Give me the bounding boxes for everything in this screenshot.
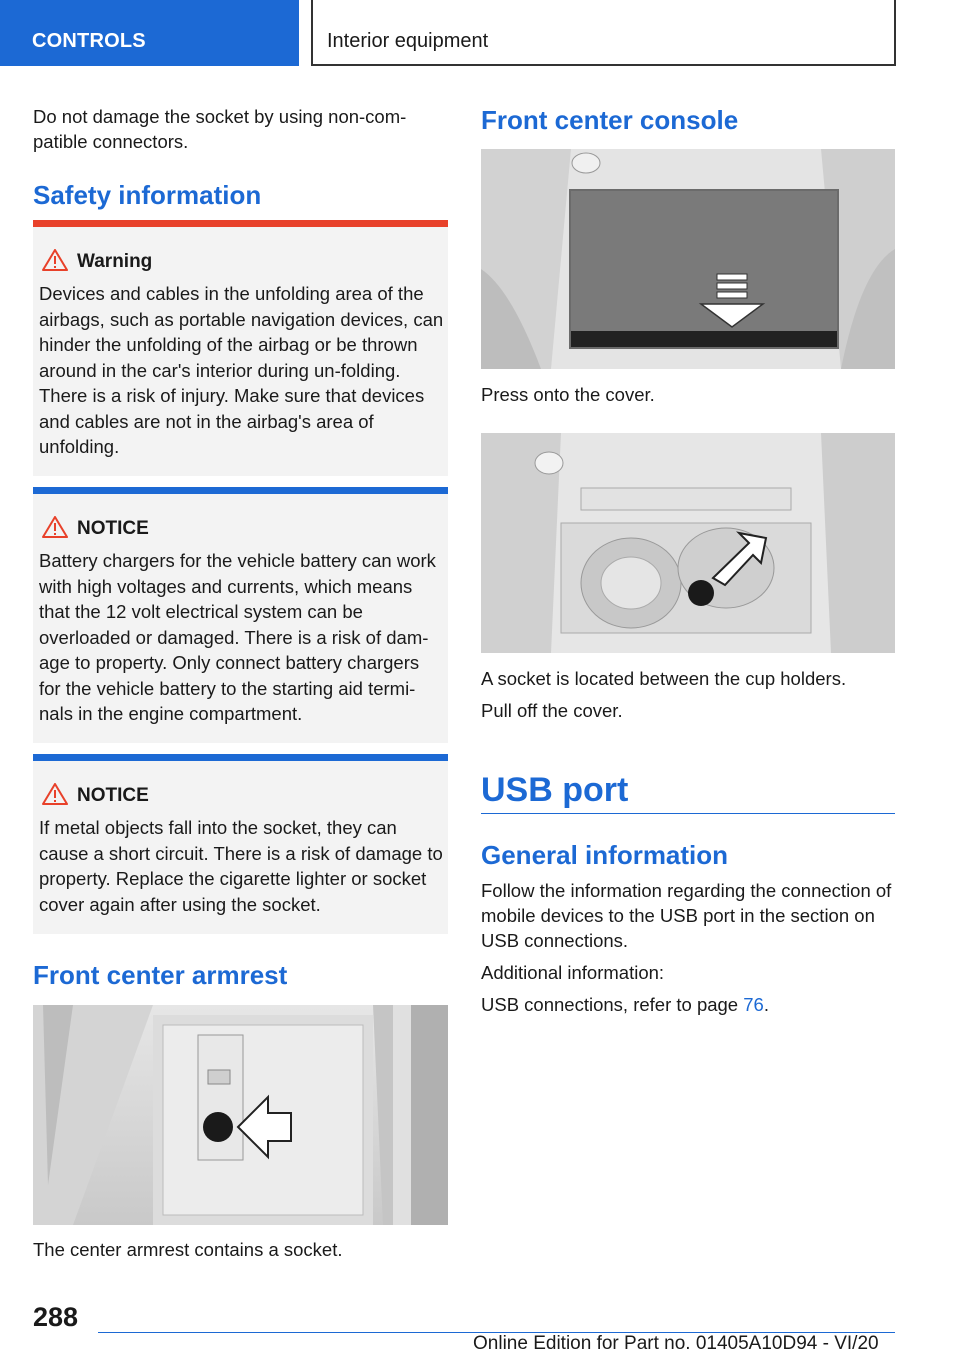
- warning-title: Warning: [77, 251, 153, 272]
- section-label: CONTROLS: [32, 30, 146, 52]
- safety-heading: Safety information: [33, 180, 262, 210]
- armrest-photo: [33, 1005, 448, 1225]
- notice-box-metal: [33, 754, 448, 934]
- chapter-label: Interior equipment: [327, 30, 489, 52]
- console-caption-press: Press onto the cover.: [481, 384, 655, 405]
- usb-reference-suffix: .: [763, 994, 769, 1015]
- notice-text: If metal objects fall into the socket, they can cause a short circuit. There is a risk of damage to property. Replace the cigarette lighter or socket cover again after using the socket.: [39, 817, 443, 915]
- page-number: 288: [33, 1302, 79, 1332]
- usb-page-link[interactable]: 76: [743, 994, 764, 1015]
- usb-reference: [481, 992, 769, 1017]
- chapter-box: [311, 0, 896, 66]
- notice-title: NOTICE: [77, 785, 149, 806]
- intro-text: Do not damage the socket by using non-com‐ patible connectors.: [33, 106, 407, 152]
- notice-title: NOTICE: [77, 518, 149, 539]
- notice-triangle-icon: [42, 783, 68, 805]
- usb-reference-text: USB connections, refer to page: [481, 994, 744, 1015]
- usb-heading-rule: [481, 813, 895, 814]
- armrest-heading: Front center armrest: [33, 960, 288, 990]
- warning-text: Devices and cables in the unfolding area of the airbags, such as portable navigation devices, can hinder the unfolding of the airbag or be thrown around in the car's interior during un‐folding. There is a risk of injury. Make sure that devices and cables are not in the airbag's area of unfolding.: [39, 283, 444, 457]
- usb-heading: USB port: [481, 771, 629, 809]
- console-caption-pull: Pull off the cover.: [481, 700, 623, 721]
- notice-triangle-icon: [42, 516, 68, 538]
- general-text: Follow the information regarding the connection of mobile devices to the USB port in the section on USB connections.: [481, 880, 892, 951]
- section-tab: [0, 0, 299, 66]
- notice-box-battery: [33, 487, 448, 743]
- console-cover-photo: [481, 149, 895, 369]
- warning-box: [33, 220, 448, 476]
- page-header: [0, 0, 960, 66]
- general-heading: General information: [481, 840, 729, 870]
- console-caption-socket: A socket is located between the cup holders.: [481, 668, 847, 689]
- warning-triangle-icon: [42, 249, 68, 271]
- console-socket-photo: [481, 433, 895, 653]
- additional-label: Additional information:: [481, 962, 665, 983]
- notice-text: Battery chargers for the vehicle battery can work with high voltages and currents, which means that the 12 volt electrical system can be overloaded or damaged. There is a risk of dam‐age to property. Only connect battery chargers for the vehicle battery to the starting aid termi‐nals in the engine compartment.: [39, 550, 436, 724]
- edition-text: Online Edition for Part no. 01405A10D94 - VI/20: [473, 1333, 879, 1354]
- armrest-caption: The center armrest contains a socket.: [33, 1239, 343, 1260]
- console-heading: Front center console: [481, 105, 739, 135]
